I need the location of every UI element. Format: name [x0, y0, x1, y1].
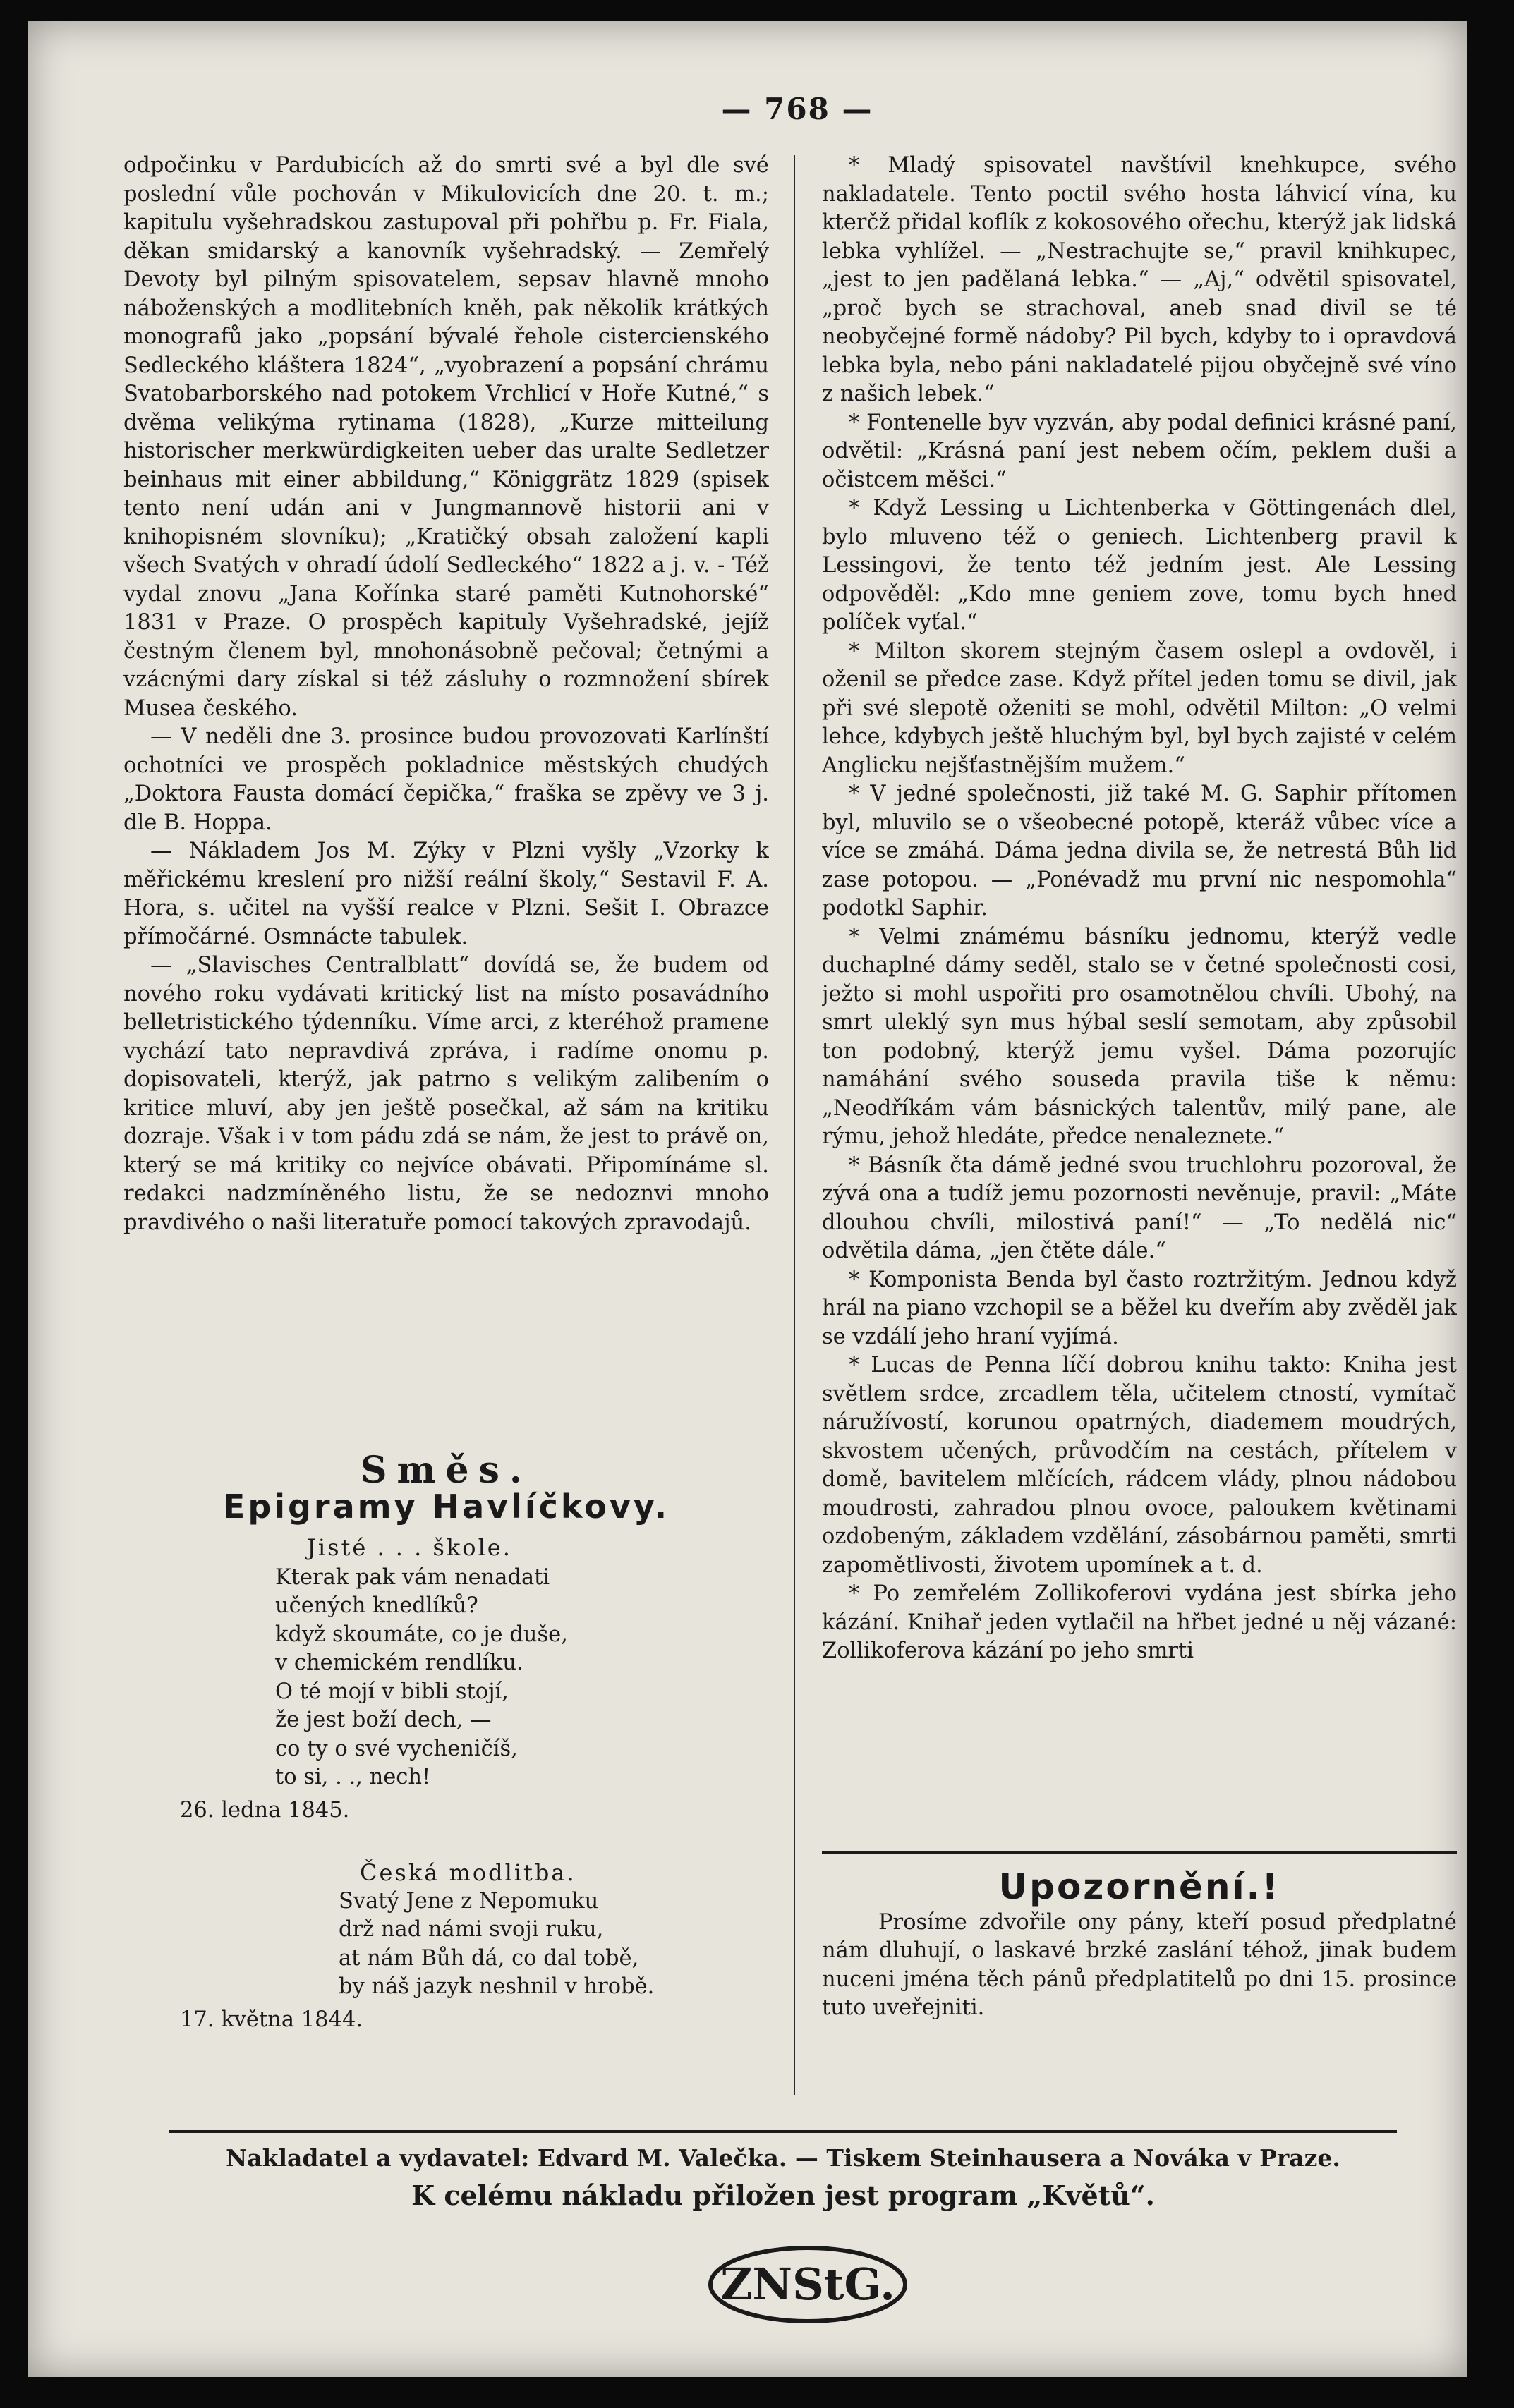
poem-line: co ty o své vycheničíš,: [275, 1736, 518, 1761]
publisher-line: Nakladatel a vydavatel: Edvard M. Valečka. — Tiskem Steinhausera a Nováka v Praze.: [226, 2144, 1340, 2172]
anecdote-paragraph: * V jedné společnosti, již také M. G. Saphir přítomen byl, mluvilo se o všeobecné potopě, kteráž vůbec více a více se zmáhá. Dáma jedna divila se, že netrestá Bůh lid zase potopou. — „Ponévadž mu první nic nespomohla“ podotkl Saphir.: [822, 782, 1457, 920]
column-divider: [794, 155, 795, 2095]
poem-title: Jisté . . . škole.: [307, 1534, 512, 1561]
right-column-body: [822, 152, 1457, 1827]
poem-line: Kterak pak vám nenadati: [275, 1564, 550, 1590]
stamp-text: ZNStG.: [720, 2258, 895, 2310]
article-paragraph: — V neděli dne 3. prosince budou provozovati Karlínští ochotníci ve prospěch pokladnice městských chudých „Doktora Fausta domácí čepička,“ fraška se zpěvy ve 3 j. dle B. Hoppa.: [123, 724, 769, 835]
library-stamp: [705, 2243, 910, 2326]
notice-box: [822, 1866, 1457, 2023]
anecdote-paragraph: * Komponista Benda byl často roztržitým. Jednou když hrál na piano vzchopil se a běžel ku dveřím aby zvěděl jak se vzdálí jeho hraní vyjímá.: [822, 1267, 1457, 1349]
anecdote-paragraph: * Velmi známému básníku jednomu, kterýž vedle duchaplné dámy seděl, stalo se v četné společnosti cosi, ježto si mohl uspořiti pro osamotnělou chvíli. Ubohý, na smrt uleklý syn mus hýbal seslí semotam, aby způsobil ton podobný, kterýž jemu vyšel. Dáma pozorujíc namáhání svého souseda pravila tiše k němu: „Neodříkám vám básnických talentův, milý pane, ale rýmu, jehož hledáte, předce nenaleznete.“: [822, 924, 1457, 1149]
poem-line: by náš jazyk neshnil v hrobě.: [339, 1974, 655, 1999]
anecdote-paragraph: * Básník čta dámě jedné svou truchlohru pozoroval, že zývá ona a tudíž jemu pozornosti nevěnuje, pravil: „Máte dlouhou chvíli, milostivá paní!“ — „To nedělá nic“ odvětila dáma, „jen čtěte dále.“: [822, 1153, 1457, 1263]
poem-line: učených knedlíků?: [275, 1593, 478, 1618]
poem-line: když skoumáte, co je duše,: [275, 1622, 568, 1647]
poem-line: Svatý Jene z Nepomuku: [339, 1888, 599, 1914]
notice-title: Upozornění.!: [998, 1866, 1280, 1907]
right-column: [822, 152, 1457, 1827]
article-paragraph: — Nákladem Jos M. Zýky v Plzni vyšly „Vzorky k měřickému kreslení pro nižší reální školy,“ Sestavil F. A. Hora, s. učitel na vyšší realce v Plzni. Sešit I. Obrazce přímočárné. Osmnácte tabulek.: [123, 839, 769, 949]
poem-line: drž nad námi svoji ruku,: [339, 1917, 604, 1942]
supplement-line: K celému nákladu přiložen jest program „Květů“.: [411, 2179, 1155, 2211]
poem-body: [123, 1887, 769, 2002]
notice-text: Prosíme zdvořile ony pány, kteří posud předplatné nám dluhují, o laskavé brzké zaslání téhož, jinak budem nuceni jména těch pánů předplatitelů po dni 15. prosince tuto uveřejniti.: [822, 1909, 1457, 2020]
poem-line: to si, . ., nech!: [275, 1765, 431, 1789]
left-column: [123, 152, 769, 2034]
poem-line: O té mojí v bibli stojí,: [275, 1679, 509, 1704]
page-number: — 768 —: [721, 92, 873, 126]
left-column-body: [123, 152, 769, 1400]
section-title: Směs.: [360, 1449, 533, 1492]
anecdote-paragraph: * Fontenelle byv vyzván, aby podal definici krásné paní, odvětil: „Krásná paní jest nebem očím, peklem duši a očistcem měšci.“: [822, 410, 1457, 492]
anecdote-paragraph: * Milton skorem stejným časem oslepl a ovdověl, i oženil se předce zase. Když přítel jeden tomu se divil, jak při své slepotě oženiti se mohl, odvětil Milton: „O velmi lehce, kdybych ještě hluchým byl, byl bych zajisté v celém Anglicku nejšťastnějším mužem.“: [822, 638, 1457, 778]
poem-line: že jest boží dech, —: [275, 1708, 492, 1732]
section-divider: [822, 1851, 1457, 1854]
footer-divider: [169, 2130, 1397, 2133]
anecdote-paragraph: * Po zemřelém Zollikoferovi vydána jest sbírka jeho kázání. Knihař jeden vytlačil na hřbet jedné u něj vázané: Zollikoferova kázání po jeho smrti: [822, 1581, 1457, 1663]
anecdote-paragraph: * Když Lessing u Lichtenberka v Göttingenách dlel, bylo mluveno též o geniech. Lichtenberg pravil k Lessingovi, že tento též jedním jest. Ale Lessing odpověděl: „Kdo mne geniem zove, tomu bych hned políček vyťal.“: [822, 496, 1457, 635]
poem-date: 17. května 1844.: [180, 2007, 363, 2032]
epigram-title: Epigramy Havlíčkovy.: [222, 1487, 670, 1526]
article-paragraph: odpočinku v Pardubicích až do smrti své a byl dle své poslední vůle pochován v Mikulovicích dne 20. t. m.; kapitulu vyšehradskou zastupoval při pohřbu p. Fr. Fiala, děkan smidarský a kanovník vyšehradský. — Zemřelý Devoty byl pilným spisovatelem, sepsav hlavně mnoho náboženských a modlitebních kněh, pak několik krátkých monografů jako „popsání bývalé řehole cistercienského Sedleckého kláštera 1824“, „vyobrazení a popsání chrámu Svatobarborského nad potokem Vrchlicí v Hoře Kutné,“ s dvěma velikýma rytinama (1828), „Kurze mitteilung historischer merkwürdigkeiten ueber das uralte Sedletzer beinhaus mit einer abbildung,“ Königgrätz 1829 (spisek tento není udán ani v Jungmannově historii ani v knihopisném slovníku); „Kratičký obsah založení kapli všech Svatých v ohradí údolí Sedleckého“ 1822 a j. v. - Též vydal znovu „Jana Kořínka staré paměti Kutnohorské“ 1831 v Praze. O prospěch kapituly Vyšehradské, jejíž čestným členem byl, mnohonásobně pečoval; četnými a vzácnými dary získal si též zásluhy o rozmnožení sbírek Musea českého.: [123, 153, 769, 721]
poem-line: v chemickém rendlíku.: [275, 1650, 523, 1675]
poem-line: at nám Bůh dá, co dal tobě,: [339, 1945, 639, 1971]
anecdote-paragraph: * Mladý spisovatel navštívil knehkupce, svého nakladatele. Tento poctil svého hosta láhvicí vína, ku kterčž přidal koflík z kokosového ořechu, kterýž jak lidská lebka vyhlížel. — „Nestrachujte se,“ pravil knihkupec, „jest to jen padělaná lebka.“ — „Aj,“ odvětil spisovatel, „proč bych se strachoval, aneb snad divil se té neobyčejné formě nádoby? Pil bych, kdyby to i opravdová lebka byla, nebo páni nakladatelé pijou obyčejně své víno z našich lebek.“: [822, 153, 1457, 406]
article-paragraph: — „Slavisches Centralblatt“ dovídá se, že budem od nového roku vydávati kritický list na místo posavádního belletristického týdenníku. Víme arci, z kteréhož pramene vychází tato nepravdivá zpráva, i radíme onomu p. dopisovateli, kterýž, jak patrno s velikým zalibením o kritice mluví, aby jen ještě posečkal, až sám na kritiku dozraje. Však i v tom pádu zdá se nám, že jest to právě on, který se má kritiky co nejvíce obávati. Připomínáme sl. redakci nadzmíněného listu, že se nedoznvi mnoho pravdivého o naši literatuře pomocí takových zpravodajů.: [123, 953, 769, 1235]
anecdote-paragraph: * Lucas de Penna líčí dobrou knihu takto: Kniha jest světlem srdce, zrcadlem těla, učitelem ctností, vymítač náružívostí, korunou opatrných, diademem moudrých, skvostem učených, průvodčím na cestách, přítelem v domě, bavitelem mlčících, rádcem vlády, plnou nádobou moudrosti, zahradou plnou ovoce, paloukem květinami ozdobeným, základem vzdělání, zásobárnou paměti, smrti zapomětlivosti, životem upomínek a t. d.: [822, 1353, 1457, 1578]
poem-date: 26. ledna 1845.: [180, 1797, 350, 1823]
poem-body: [123, 1564, 769, 1792]
poem-title: Česká modlitba.: [360, 1859, 576, 1886]
